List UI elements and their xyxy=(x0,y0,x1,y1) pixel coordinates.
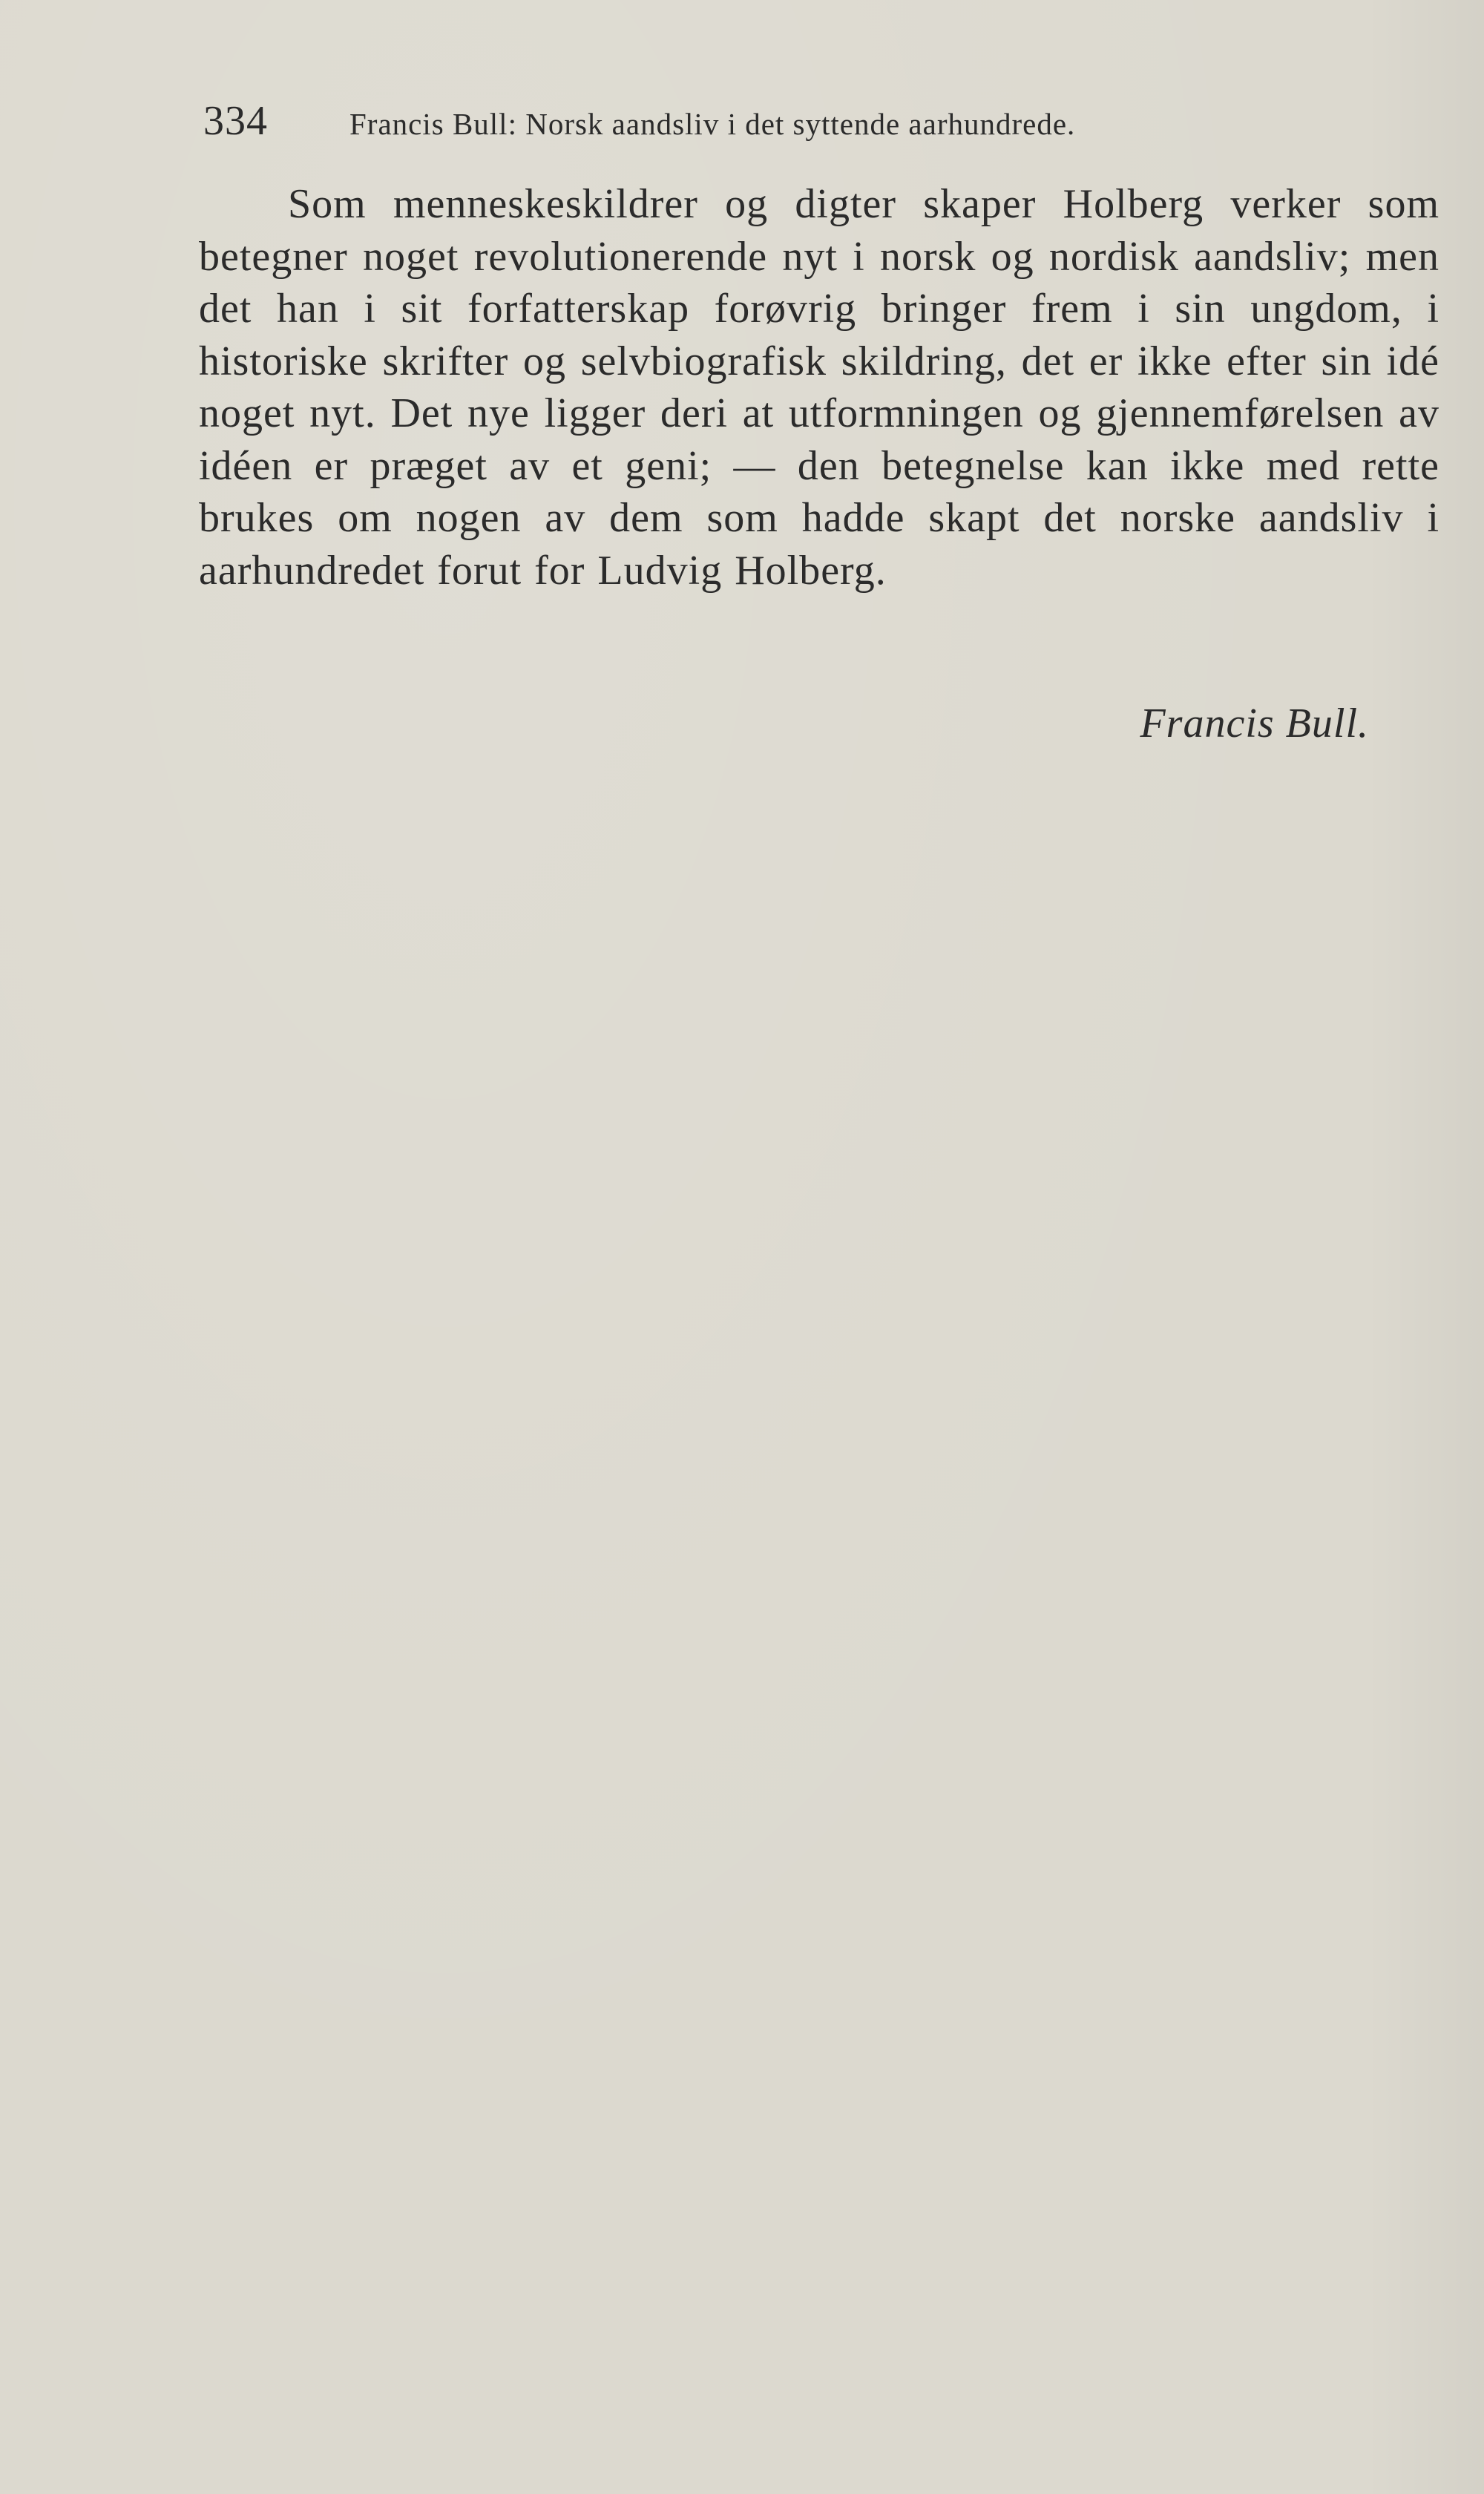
running-title: Francis Bull: Norsk aandsliv i det syttende aarhundrede. xyxy=(349,107,1076,141)
page-number: 334 xyxy=(203,98,268,144)
running-head xyxy=(203,88,1316,154)
body-paragraph: Som menneskeskildrer og digter skaper Holberg verker som betegner noget revolutionerende nyt i norsk og nordisk aandsliv; men det han i sit forfatterskap forøvrig bringer frem i sin ungdom, i historiske skrifter og selvbiografisk skildring, det er ikke efter sin idé noget nyt. Det nye ligger deri at utformningen og gjennemførelsen av idéen er præget av et geni; — den betegnelse kan ikke med rette brukes om nogen av dem som hadde skapt det norske aandsliv i aarhundredet forut for Ludvig Holberg. xyxy=(199,181,1439,594)
author-signature: Francis Bull. xyxy=(1140,700,1369,746)
